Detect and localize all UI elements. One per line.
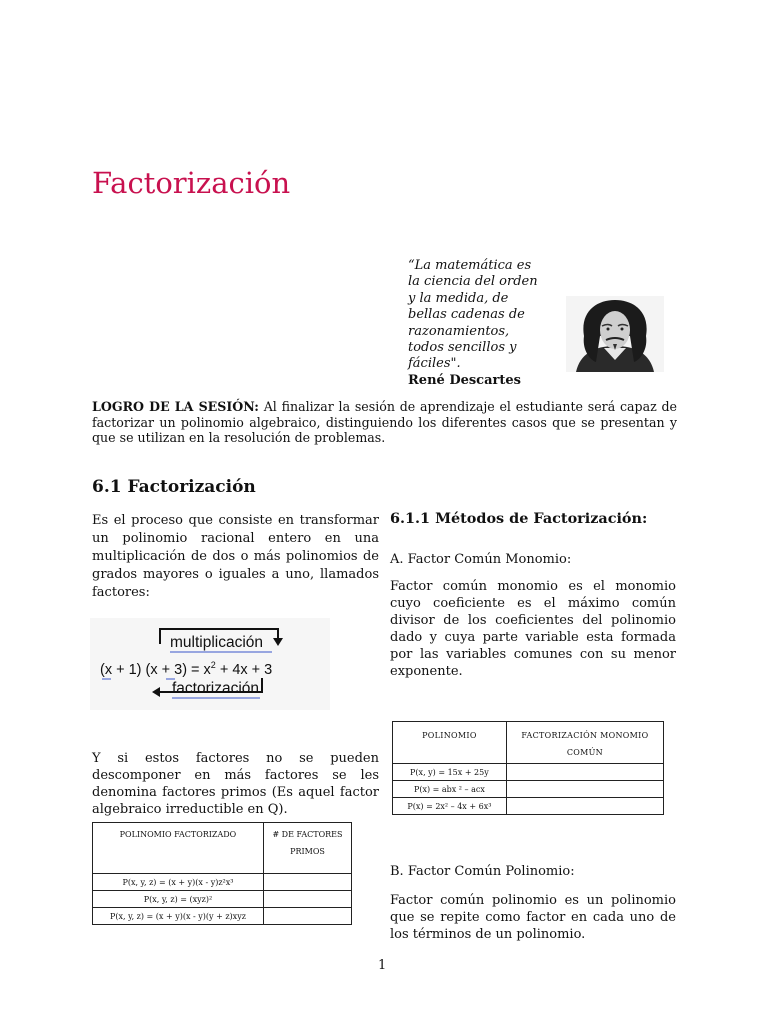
table-cell-empty [506,781,663,798]
page-number: 1 [378,958,387,973]
table-cell: P(x, y, z) = (x + y)(x - y)(y + z)xyz [93,908,264,925]
table-row [393,764,664,781]
table-header: # DE FACTORES PRIMOS [263,823,351,874]
table-cell-empty [263,891,351,908]
method-b-paragraph: Factor común polinomio es un polinomio que se repite como factor en cada uno de los términos de un polinomio. [390,893,676,942]
method-a-paragraph: Factor común monomio es el monomio cuyo coeficiente es el máximo común divisor de los coeficientes del polinomio dado y cuya parte variable esta formada por las variables comunes con su menor exponente. [390,579,676,679]
prime-factors-table [92,822,352,925]
equation-exponent: 2 [210,660,216,670]
descartes-portrait [566,296,664,372]
table-cell: P(x, y, z) = (x + y)(x - y)z²x³ [93,874,264,891]
table-row [93,891,352,908]
table-cell-empty [263,908,351,925]
session-goal-text: Al finalizar la sesión de aprendizaje el estudiante será capaz de factorizar un polinomio algebraico, distinguiendo los diferentes casos que se presentan y que se utilizan en la resolución de problemas. [92,399,677,446]
table-cell-empty [506,764,663,781]
table-cell: P(x, y, z) = (xyz)² [93,891,264,908]
quote-author: René Descartes [408,372,521,388]
table-cell: P(x) = abx ² – acx [393,781,507,798]
descartes-quote [408,258,543,389]
table-cell: P(x) = 2x² – 4x + 6x³ [393,798,507,815]
table-cell-empty [263,874,351,891]
table-row [393,781,664,798]
multiplication-label: multiplicación [170,634,264,651]
table-header: FACTORIZACIÓN MONOMIO COMÚN [506,722,663,764]
session-goal [92,399,677,446]
monomial-factor-table [392,721,664,815]
table-row [93,874,352,891]
table-header: POLINOMIO FACTORIZADO [93,823,264,874]
table-row [93,908,352,925]
equation-right: + 4x + 3 [215,661,273,678]
method-b-heading: B. Factor Común Polinomio: [390,864,575,879]
section-heading: 6.1 Factorización [92,477,256,497]
table-row [393,798,664,815]
table-header-row [393,722,664,764]
page-title: Factorización [92,166,291,200]
subsection-heading: 6.1.1 Métodos de Factorización: [390,510,648,527]
quote-text: “La matemática es la ciencia del orden y la medida, de bellas cadenas de razonamientos, todos sencillos y fáciles". [408,258,538,372]
session-goal-label: LOGRO DE LA SESIÓN: [92,399,259,414]
table-cell-empty [506,798,663,815]
equation-left: (x + 1) (x + 3) = x [100,661,211,678]
table-cell: P(x, y) = 15x + 25y [393,764,507,781]
prime-factors-paragraph: Y si estos factores no se pueden descomponer en más factores se les denomina factores primos (Es aquel factor algebraico irreductible en Q). [92,751,379,817]
factorization-equation [100,660,272,678]
table-header-row [93,823,352,874]
method-a-heading: A. Factor Común Monomio: [390,552,572,567]
definition-paragraph: Es el proceso que consiste en transformar un polinomio racional entero en una multiplicación de dos o más polinomios de grados mayores o iguales a uno, llamados factores: [92,513,379,600]
factorization-diagram [90,618,330,710]
factorization-label: factorización [172,680,260,697]
table-header: POLINOMIO [393,722,507,764]
